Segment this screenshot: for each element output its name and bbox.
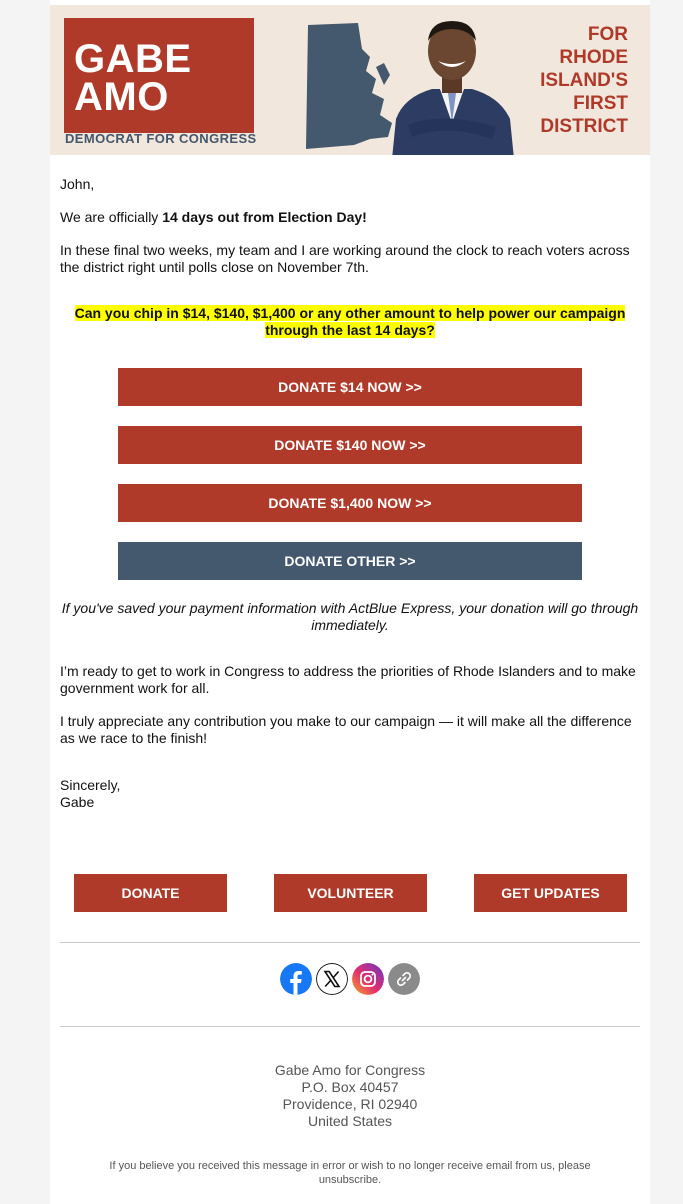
header-banner: [50, 5, 650, 155]
logo-name: GABE AMO: [74, 37, 192, 119]
divider: [60, 1026, 640, 1027]
unsubscribe-notice[interactable]: If you believe you received this message in error or wish to no longer receive email from us, please unsubscribe.: [109, 1160, 591, 1186]
link-icon[interactable]: [388, 963, 420, 995]
paragraph-three: I’m ready to get to work in Congress to address the priorities of Rhode Islanders and to make government work for all.: [60, 663, 636, 696]
address-city: Providence, RI 02940: [282, 1096, 418, 1112]
donate-other-button[interactable]: DONATE OTHER >>: [118, 542, 582, 580]
campaign-logo: [64, 18, 254, 133]
paragraph-four: I truly appreciate any contribution you make to our campaign — it will make all the difference as we race to the finish!: [60, 713, 632, 746]
footer-donate-button[interactable]: DONATE: [74, 874, 227, 912]
intro-bold-text: 14 days out from Election Day!: [162, 209, 367, 225]
divider: [60, 942, 640, 943]
donation-ask: [60, 305, 640, 339]
signature: Gabe: [60, 794, 95, 810]
actblue-note: If you've saved your payment information with ActBlue Express, your donation will go through immediately.: [61, 600, 639, 633]
address-org: Gabe Amo for Congress: [274, 1062, 426, 1078]
facebook-icon[interactable]: [280, 963, 312, 995]
intro-text: We are officially: [60, 209, 163, 225]
logo-subtitle: DEMOCRAT FOR CONGRESS: [65, 131, 257, 146]
get-updates-button[interactable]: GET UPDATES: [474, 874, 627, 912]
address-box: P.O. Box 40457: [301, 1079, 399, 1095]
district-heading: FOR RHODE ISLAND'S FIRST DISTRICT: [540, 24, 628, 137]
signoff: Sincerely,: [60, 777, 121, 793]
paragraph-two: In these final two weeks, my team and I are working around the clock to reach voters across the district right until polls close on November 7th.: [60, 242, 630, 275]
greeting: John,: [60, 176, 95, 192]
donate-1400-button[interactable]: DONATE $1,400 NOW >>: [118, 484, 582, 522]
rhode-island-map-icon: [300, 19, 400, 151]
donate-14-button[interactable]: DONATE $14 NOW >>: [118, 368, 582, 406]
mailing-address: [50, 1062, 650, 1130]
instagram-icon[interactable]: [352, 963, 384, 995]
email-body: [50, 0, 650, 1204]
address-country: United States: [307, 1113, 393, 1129]
donate-140-button[interactable]: DONATE $140 NOW >>: [118, 426, 582, 464]
volunteer-button[interactable]: VOLUNTEER: [274, 874, 427, 912]
donation-ask-text: Can you chip in $14, $140, $1,400 or any other amount to help power our campaign through the last 14 days?: [74, 305, 626, 338]
x-icon[interactable]: [316, 963, 348, 995]
intro-paragraph: [60, 209, 640, 226]
